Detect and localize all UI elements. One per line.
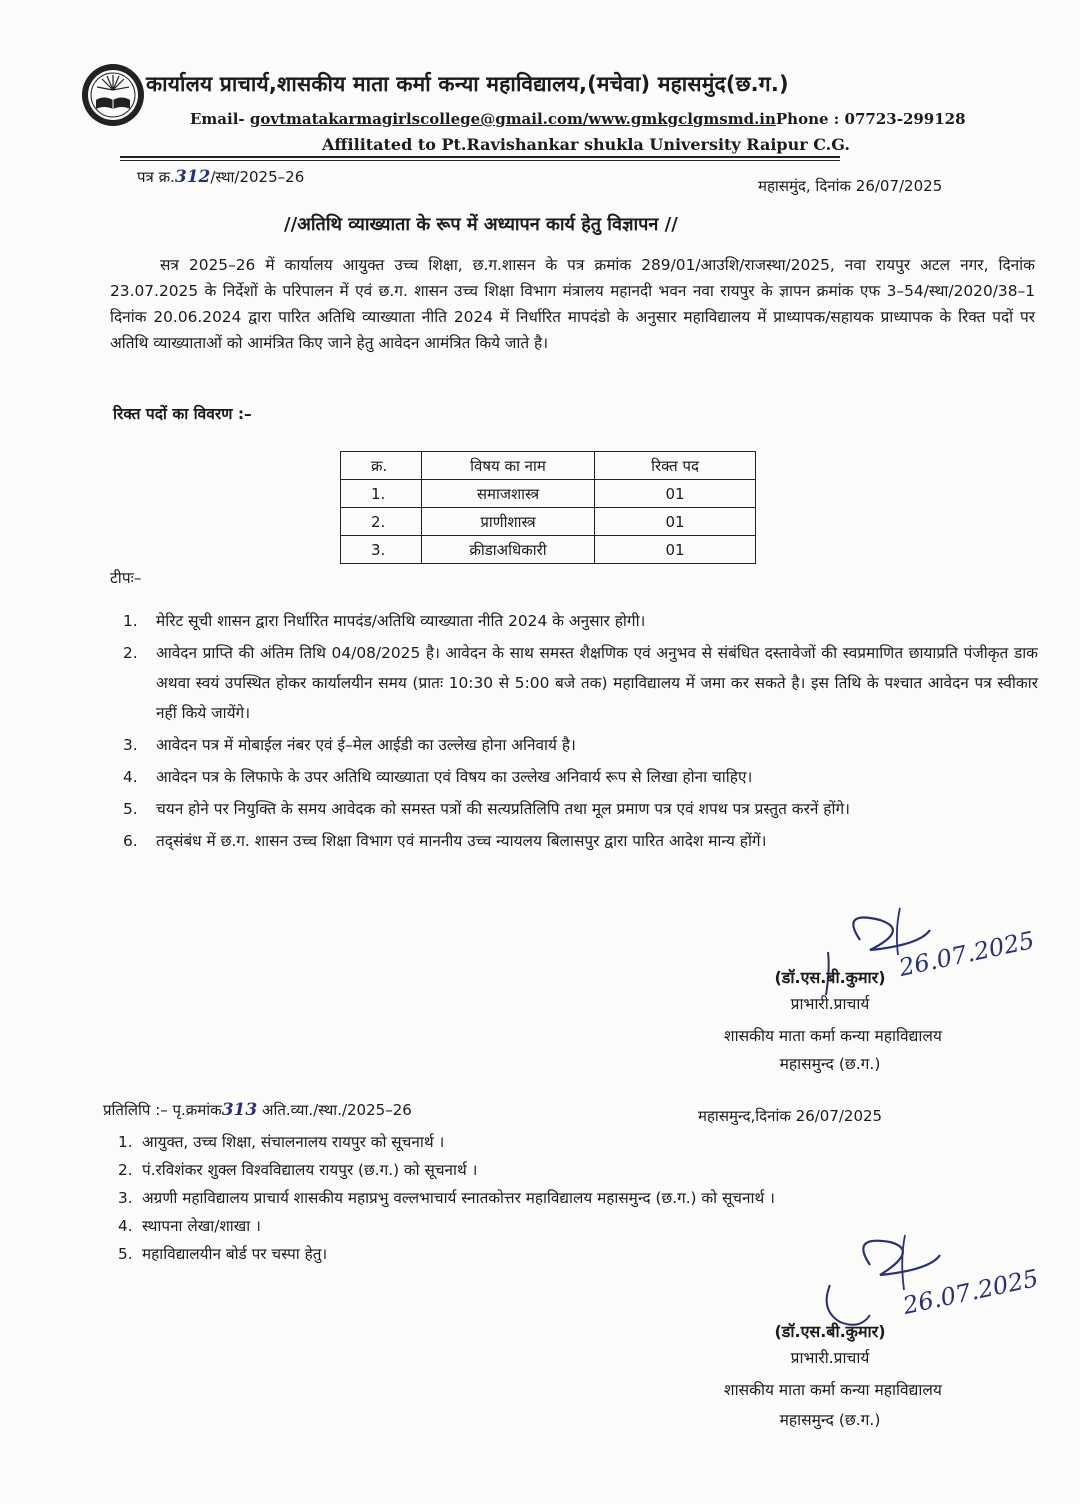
copy-number-handwritten: 313 (221, 1100, 258, 1120)
letter-date: महासमुंद, दिनांक 26/07/2025 (758, 177, 943, 195)
item-text: पं.रविशंकर शुक्ल विश्वविद्यालय रायपुर (छ.ग.) को सूचनार्थ । (142, 1161, 478, 1179)
college-seal-logo-icon (80, 62, 146, 128)
item-number: 4. (118, 1217, 133, 1235)
advertisement-heading: //अतिथि व्याख्याता के रूप में अध्यापन कार्य हेतु विज्ञापन // (284, 214, 678, 235)
item-number: 5. (123, 800, 138, 818)
notes-list (120, 606, 1038, 858)
item-text: महाविद्यालयीन बोर्ड पर चस्पा हेतु। (142, 1245, 328, 1263)
cell-vacancies: 01 (595, 480, 756, 508)
list-item (120, 794, 1038, 824)
signatory-designation: प्राभारी.प्राचार्य (790, 1349, 870, 1367)
item-text: अग्रणी महाविद्यालय प्राचार्य शासकीय महाप्रभु वल्लभाचार्य स्नातकोत्तर महाविद्यालय महासमुन्द (छ.ग.) को सूचनार्थ । (142, 1189, 775, 1207)
copy-suffix: अति.व्या./स्था./2025–26 (257, 1101, 412, 1119)
cell-subject: समाजशास्त्र (422, 480, 595, 508)
item-number: 4. (123, 768, 138, 786)
header-serial: क्र. (341, 452, 422, 480)
cell-vacancies: 01 (595, 508, 756, 536)
signature-block-2 (700, 1320, 960, 1368)
copy-date: महासमुन्द,दिनांक 26/07/2025 (698, 1107, 883, 1125)
list-item (112, 1240, 992, 1268)
letter-reference (137, 167, 304, 187)
list-item (112, 1212, 992, 1240)
copy-reference (103, 1100, 412, 1120)
copy-list (112, 1128, 992, 1268)
vacancy-table (340, 451, 756, 564)
notes-heading: टीपः– (110, 569, 142, 587)
list-item (120, 762, 1038, 792)
email-label: Email- (190, 110, 250, 128)
table-header-row (341, 452, 756, 480)
list-item (120, 826, 1038, 856)
signature-1-date-handwritten: 26.07.2025 (896, 926, 1037, 982)
cell-serial: 1. (341, 480, 422, 508)
item-number: 2. (118, 1161, 133, 1179)
cell-vacancies: 01 (595, 536, 756, 564)
list-item (120, 606, 1038, 636)
cell-serial: 2. (341, 508, 422, 536)
item-text: स्थापना लेखा/शाखा । (142, 1217, 261, 1235)
header-vacancies: रिक्त पद (595, 452, 756, 480)
signature-block-1 (700, 966, 960, 1014)
item-text: आयुक्त, उच्च शिक्षा, संचालनालय रायपुर को सूचनार्थ । (142, 1133, 445, 1151)
office-title: कार्यालय प्राचार्य,शासकीय माता कर्मा कन्या महाविद्यालय,(मचेवा) महासमुंद(छ.ग.) (146, 72, 789, 96)
item-text: आवेदन प्राप्ति की अंतिम तिथि 04/08/2025 है। आवेदन के साथ समस्त शैक्षणिक एवं अनुभव से संबंधित दस्तावेजों की स्वप्रमाणित छायाप्रति पंजीकृत डाक अथवा स्वयं उपस्थित होकर कार्यालयीन समय (प्रातः 10:30 से 5:00 बजे तक) महाविद्यालय में जमा कर सकते है। इस तिथि के पश्चात आवेदन पत्र स्वीकार नहीं किये जायेंगे। (156, 644, 1038, 722)
ref-prefix: पत्र क्र. (137, 168, 175, 186)
phone-number: Phone : 07723-299128 (775, 110, 966, 128)
signatory-name: (डॉ.एस.बी.कुमार) (774, 1322, 886, 1341)
table-row (341, 536, 756, 564)
copy-prefix: प्रतिलिपि :– पृ.क्रमांक (103, 1101, 222, 1119)
body-paragraph: सत्र 2025–26 में कार्यालय आयुक्त उच्च शिक्षा, छ.ग.शासन के पत्र क्रमांक 289/01/आउशि/राजस्था/2025, नवा रायपुर अटल नगर, दिनांक 23.07.2025 के निर्देशों के परिपालन में एवं छ.ग. शासन उच्च शिक्षा विभाग मंत्रालय महानदी भवन नवा रायपुर के ज्ञापन क्रमांक एफ 3–54/स्था/2020/38–1 दिनांक 20.06.2024 द्वारा पारित अतिथि व्याख्याता नीति 2024 में निर्धारित मापदंडो के अनुसार महाविद्यालय में प्राध्यापक/सहायक प्राध्यापक के रिक्त पदों पर अतिथि व्याख्याताओं को आमंत्रित किए जाने हेतु आवेदन आमंत्रित किये जाते है। (110, 256, 1035, 352)
item-number: 1. (118, 1133, 133, 1151)
item-text: चयन होने पर नियुक्ति के समय आवेदक को समस्त पत्रों की सत्यप्रतिलिपि तथा मूल प्रमाण पत्र एवं शपथ पत्र प्रस्तुत करनें होंगे। (156, 800, 850, 818)
ref-suffix: /स्था/2025–26 (210, 168, 305, 186)
signatory-place: महासमुन्द (छ.ग.) (779, 1411, 881, 1429)
cell-subject: प्राणीशास्त्र (422, 508, 595, 536)
header-divider (120, 156, 840, 158)
header-subject: विषय का नाम (422, 452, 595, 480)
signatory-designation: प्राभारी.प्राचार्य (790, 995, 870, 1013)
table-row (341, 480, 756, 508)
email-website-link[interactable]: govtmatakarmagirlscollege@gmail.com/www.gmkgclgmsmd.in (249, 110, 776, 128)
signature-2-date-handwritten: 26.07.2025 (900, 1264, 1041, 1320)
list-item (120, 730, 1038, 760)
item-number: 5. (118, 1245, 133, 1263)
item-text: आवेदन पत्र के लिफाफे के उपर अतिथि व्याख्याता एवं विषय का उल्लेख अनिवार्य रूप से लिखा होना चाहिए। (156, 768, 753, 786)
item-number: 2. (123, 644, 138, 662)
table-row (341, 508, 756, 536)
signatory-place: महासमुन्द (छ.ग.) (779, 1055, 881, 1073)
item-text: तद्संबंध में छ.ग. शासन उच्च शिक्षा विभाग एवं माननीय उच्च न्यायलय बिलासपुर द्वारा पारित आदेश मान्य होंगें। (156, 832, 767, 850)
item-text: आवेदन पत्र में मोबाईल नंबर एवं ई–मेल आईडी का उल्लेख होना अनिवार्य है। (156, 736, 576, 754)
list-item (112, 1128, 992, 1156)
list-item (112, 1156, 992, 1184)
ref-number-handwritten: 312 (174, 167, 211, 187)
item-number: 3. (123, 736, 138, 754)
list-item (120, 638, 1038, 728)
item-number: 3. (118, 1189, 133, 1207)
signatory-institution: शासकीय माता कर्मा कन्या महाविद्यालय (724, 1381, 942, 1399)
vacancy-heading: रिक्त पदों का विवरण :– (113, 405, 252, 423)
item-number: 1. (123, 612, 138, 630)
header-divider-thin (120, 160, 840, 161)
cell-serial: 3. (341, 536, 422, 564)
signatory-name: (डॉ.एस.बी.कुमार) (774, 968, 886, 987)
list-item (112, 1184, 992, 1212)
item-text: मेरिट सूची शासन द्वारा निर्धारित मापदंड/अतिथि व्याख्याता नीति 2024 के अनुसार होगी। (156, 612, 646, 630)
signatory-institution: शासकीय माता कर्मा कन्या महाविद्यालय (724, 1027, 942, 1045)
affiliation-line: Affilitated to Pt.Ravishankar shukla University Raipur C.G. (322, 135, 850, 154)
contact-line (190, 110, 966, 128)
item-number: 6. (123, 832, 138, 850)
cell-subject: क्रीडाअधिकारी (422, 536, 595, 564)
